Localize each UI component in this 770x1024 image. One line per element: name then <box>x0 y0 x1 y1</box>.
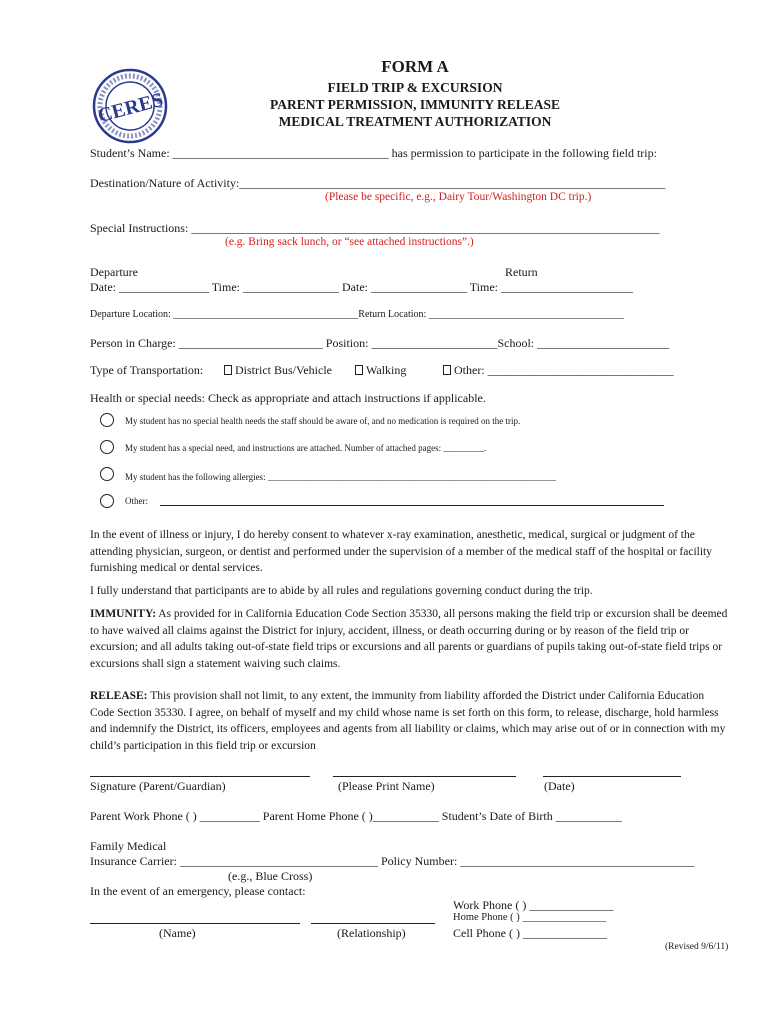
locations-row[interactable]: Departure Location: _____________________________________Return Location: _______________________________________ <box>90 309 624 320</box>
emergency-relationship-label: (Relationship) <box>337 926 406 940</box>
header-line-1: FIELD TRIP & EXCURSION <box>327 80 503 95</box>
emergency-cell-phone[interactable]: Cell Phone ( ) ______________ <box>453 926 607 940</box>
checkbox-icon[interactable] <box>443 365 451 375</box>
transport-option-bus[interactable]: District Bus/Vehicle <box>224 363 332 378</box>
header-line-3: MEDICAL TREATMENT AUTHORIZATION <box>278 114 552 129</box>
insurance-row[interactable]: Insurance Carrier: _________________________________ Policy Number: _______________________________________ <box>90 854 695 868</box>
insurance-hint: (e.g., Blue Cross) <box>228 869 313 883</box>
rules-paragraph: I fully understand that participants are to abide by all rules and regulations governing conduct during the trip. <box>90 585 593 597</box>
immunity-paragraph: IMMUNITY: As provided for in California Education Code Section 35330, all persons making the field trip or excursion shall be deemed to have waived all claims against the District for injury, accident, illness, or death occurring during or by reason of the field trip or excursion; and all adults taking out-of-state field trips or excursions and all parents or guardians of pupils taking out-of-state field trips or excursions shall sign a statement waiving such claims. <box>90 608 728 670</box>
health-option-other: Other: <box>125 496 148 506</box>
return-label: Return <box>505 265 538 279</box>
emergency-work-phone[interactable]: Work Phone ( ) ______________ <box>453 898 614 912</box>
health-heading: Health or special needs: Check as appropriate and attach instructions if applicable. <box>90 391 486 405</box>
signature-line[interactable] <box>90 776 310 777</box>
signature-label: Signature (Parent/Guardian) <box>90 779 226 793</box>
revised-note: (Revised 9/6/11) <box>665 942 729 952</box>
date-line[interactable] <box>543 776 681 777</box>
emergency-heading: In the event of an emergency, please contact: <box>90 884 306 898</box>
emergency-name-line[interactable] <box>90 923 300 924</box>
header-line-2: PARENT PERMISSION, IMMUNITY RELEASE <box>269 97 561 112</box>
health-option-special-need: My student has a special need, and instructions are attached. Number of attached pages: _________. <box>125 443 487 453</box>
form-label: FORM A <box>381 57 449 76</box>
health-option-allergies: My student has the following allergies: ________________________________________________________________ <box>125 472 556 482</box>
consent-paragraph: In the event of illness or injury, I do hereby consent to whatever x-ray examination, anesthetic, medical, surgical or judgment of the attending physician, surgeon, or dentist and performed under the supervision of a member of the medical staff of the hospital or facility furnishing medical or dental services. <box>90 529 712 574</box>
ceres-logo <box>92 68 168 144</box>
other-underline[interactable] <box>160 505 664 506</box>
student-name-field[interactable]: Student’s Name: ____________________________________ has permission to participate in the following field trip: <box>90 146 657 160</box>
logo-text: CERES <box>95 88 166 128</box>
print-name-line[interactable] <box>333 776 516 777</box>
health-option-no-needs: My student has no special health needs the staff should be aware of, and no medication is required on the trip. <box>125 416 521 426</box>
departure-label: Departure <box>90 265 138 279</box>
radio-no-needs[interactable] <box>100 413 114 427</box>
emergency-name-label: (Name) <box>159 926 196 940</box>
immunity-label: IMMUNITY: <box>90 608 157 620</box>
release-label: RELEASE: <box>90 690 148 702</box>
checkbox-icon[interactable] <box>224 365 232 375</box>
checkbox-icon[interactable] <box>355 365 363 375</box>
radio-special-need[interactable] <box>100 440 114 454</box>
special-instructions-hint: (e.g. Bring sack lunch, or “see attached instructions”.) <box>225 236 474 248</box>
phones-row[interactable]: Parent Work Phone ( ) __________ Parent Home Phone ( )___________ Student’s Date of Birth ___________ <box>90 809 622 823</box>
special-instructions-field[interactable]: Special Instructions: ______________________________________________________________________________ <box>90 221 660 235</box>
emergency-relationship-line[interactable] <box>311 923 435 924</box>
date-label: (Date) <box>544 779 575 793</box>
release-paragraph: RELEASE: This provision shall not limit, to any extent, the immunity from liability afforded the District under California Education Code Section 35330. I agree, on behalf of myself and my child whose name is set forth on this form, to release, discharge, hold harmless and indemnify the District, its officers, employees and agents from all liability or claims, which may arise out of or in connection with my child’s participation in this field trip or excursion <box>90 690 726 752</box>
destination-hint: (Please be specific, e.g., Dairy Tour/Washington DC trip.) <box>325 191 592 203</box>
transport-label: Type of Transportation: <box>90 363 204 377</box>
insurance-line-1: Family Medical <box>90 839 167 853</box>
person-in-charge-row[interactable]: Person in Charge: ________________________ Position: _____________________School: ______________________ <box>90 336 670 350</box>
radio-other[interactable] <box>100 494 114 508</box>
destination-field[interactable]: Destination/Nature of Activity:_______________________________________________________________________ <box>90 176 666 190</box>
date-time-row[interactable]: Date: _______________ Time: ________________ Date: ________________ Time: ______________________ <box>90 280 634 294</box>
radio-allergies[interactable] <box>100 467 114 481</box>
logo-seal-icon <box>92 68 168 144</box>
emergency-home-phone[interactable]: Home Phone ( ) ________________ <box>453 912 607 923</box>
transport-option-walking[interactable]: Walking <box>355 363 406 378</box>
print-name-label: (Please Print Name) <box>338 779 435 793</box>
transport-option-other[interactable]: Other: _______________________________ <box>443 363 674 378</box>
